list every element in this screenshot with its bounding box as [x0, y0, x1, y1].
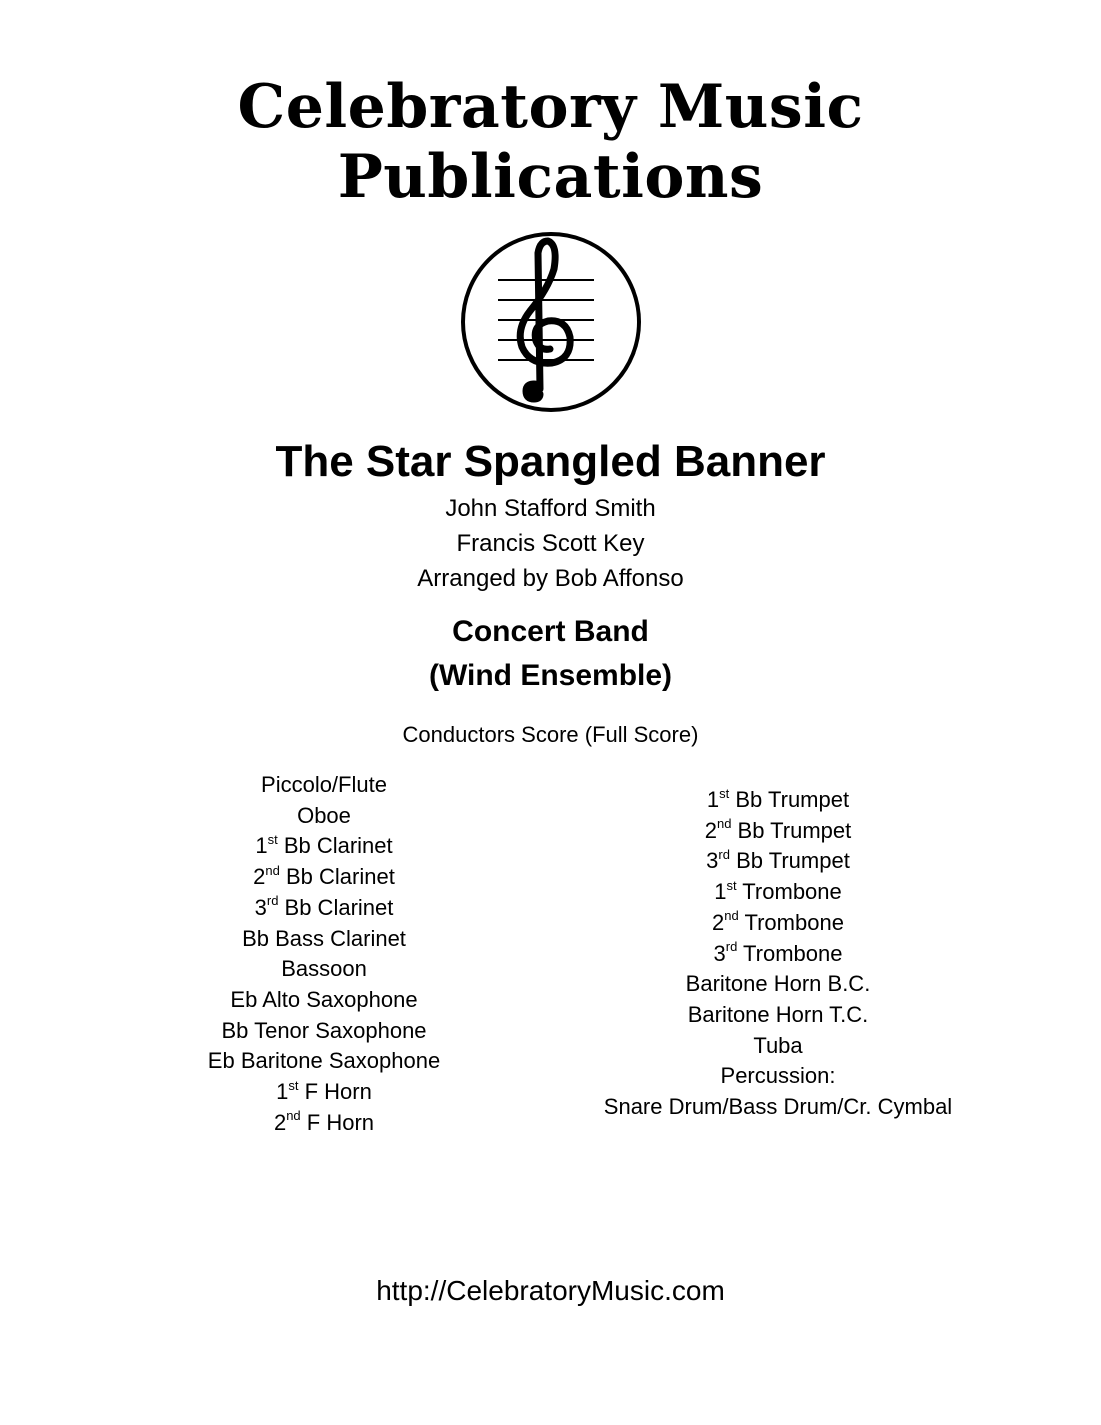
- instrument-ordinal-number: 2: [712, 909, 725, 935]
- publisher-line-1: Celebratory Music: [237, 72, 864, 142]
- instrument-list-right: [578, 785, 978, 1123]
- instrument-ordinal-suffix: st: [267, 832, 278, 848]
- instrument-ordinal-number: 1: [706, 787, 720, 812]
- instrument-ordinal-suffix: st: [726, 877, 737, 893]
- instrument-item: [578, 1092, 978, 1123]
- instrument-item: [578, 785, 978, 816]
- instrument-name: Bb Bass Clarinet: [242, 925, 406, 951]
- instrument-name: Bassoon: [281, 956, 367, 982]
- instrument-item: [174, 801, 474, 832]
- instrument-ordinal-suffix: nd: [716, 816, 732, 832]
- instrument-ordinal-suffix: nd: [724, 908, 739, 924]
- instrument-item: [578, 1061, 978, 1092]
- instrument-item: [578, 877, 978, 908]
- instrument-item: [578, 939, 978, 970]
- instrument-item: [174, 770, 474, 801]
- piece-title: The Star Spangled Banner: [275, 437, 826, 486]
- instrument-name: Baritone Horn T.C.: [687, 1001, 869, 1027]
- instrument-ordinal-number: 1: [255, 833, 268, 859]
- instrument-name: Bb Clarinet: [278, 894, 394, 920]
- instrument-item: [578, 816, 978, 847]
- instrument-name: Bb Trumpet: [729, 787, 850, 812]
- composer: John Stafford Smith: [445, 495, 656, 522]
- instrument-item: [174, 1046, 474, 1077]
- instrument-name: F Horn: [300, 1109, 375, 1135]
- instrument-name: Eb Alto Saxophone: [230, 986, 418, 1012]
- publisher-name: [0, 72, 1101, 212]
- instrument-ordinal-suffix: st: [288, 1077, 299, 1093]
- ensemble-line-2: (Wind Ensemble): [428, 659, 673, 692]
- instrument-name: Trombone: [737, 940, 843, 966]
- instrument-name: Piccolo/Flute: [261, 772, 387, 797]
- instrument-ordinal-suffix: rd: [718, 847, 730, 863]
- instrument-name: Trombone: [738, 909, 844, 935]
- instrument-ordinal-suffix: st: [719, 785, 730, 801]
- instrument-item: [174, 924, 474, 955]
- instrument-name: Baritone Horn B.C.: [685, 971, 871, 997]
- instrument-ordinal-number: 3: [706, 848, 719, 874]
- instrument-item: [174, 862, 474, 893]
- instrument-ordinal-suffix: rd: [266, 893, 279, 909]
- instrument-ordinal-suffix: rd: [725, 939, 738, 955]
- instrument-list-left: [174, 770, 474, 1138]
- score-type: Conductors Score (Full Score): [402, 722, 699, 747]
- instrument-ordinal-number: 2: [273, 1109, 287, 1135]
- instrument-ordinal-suffix: nd: [286, 1108, 301, 1124]
- instrument-item: [578, 1031, 978, 1062]
- instrument-ordinal-number: 2: [253, 864, 266, 890]
- instrument-item: [174, 985, 474, 1016]
- publisher-line-2: Publications: [337, 142, 764, 212]
- instrument-item: [174, 954, 474, 985]
- instrument-item: [578, 969, 978, 1000]
- instrument-name: Oboe: [297, 802, 351, 828]
- instrument-ordinal-number: 1: [714, 879, 727, 905]
- instrument-item: [578, 1000, 978, 1031]
- lyricist: Francis Scott Key: [456, 530, 645, 557]
- instrument-name: Bb Clarinet: [279, 864, 395, 890]
- instrument-item: [174, 1077, 474, 1108]
- arranger: Arranged by Bob Affonso: [417, 565, 684, 592]
- website-url: http://CelebratoryMusic.com: [376, 1275, 725, 1306]
- ensemble-heading: [0, 610, 1101, 698]
- instrument-item: [174, 1016, 474, 1047]
- instrument-name: Tuba: [753, 1032, 803, 1058]
- treble-clef-icon: [460, 231, 642, 413]
- instrument-ordinal-number: 2: [704, 817, 717, 843]
- instrument-ordinal-number: 3: [713, 940, 726, 966]
- instrument-name: Bb Tenor Saxophone: [221, 1017, 427, 1043]
- instrument-item: [174, 1108, 474, 1139]
- instrument-item: [578, 908, 978, 939]
- ensemble-line-1: Concert Band: [452, 615, 649, 648]
- instrument-ordinal-number: 3: [254, 894, 267, 920]
- instrument-name: Trombone: [736, 879, 842, 905]
- instrument-ordinal-suffix: nd: [265, 862, 280, 878]
- instrument-name: Bb Trumpet: [731, 817, 852, 843]
- instrument-item: [578, 846, 978, 877]
- instrument-name: Eb Baritone Saxophone: [207, 1048, 441, 1074]
- instrument-item: [174, 831, 474, 862]
- instrument-ordinal-number: 1: [276, 1079, 289, 1105]
- instrument-name: Percussion:: [720, 1063, 836, 1089]
- instrument-name: Bb Clarinet: [277, 833, 393, 859]
- instrument-item: [174, 893, 474, 924]
- instrument-name: F Horn: [298, 1079, 372, 1105]
- instrument-name: Bb Trumpet: [729, 848, 850, 874]
- instrument-name: Snare Drum/Bass Drum/Cr. Cymbal: [603, 1094, 953, 1120]
